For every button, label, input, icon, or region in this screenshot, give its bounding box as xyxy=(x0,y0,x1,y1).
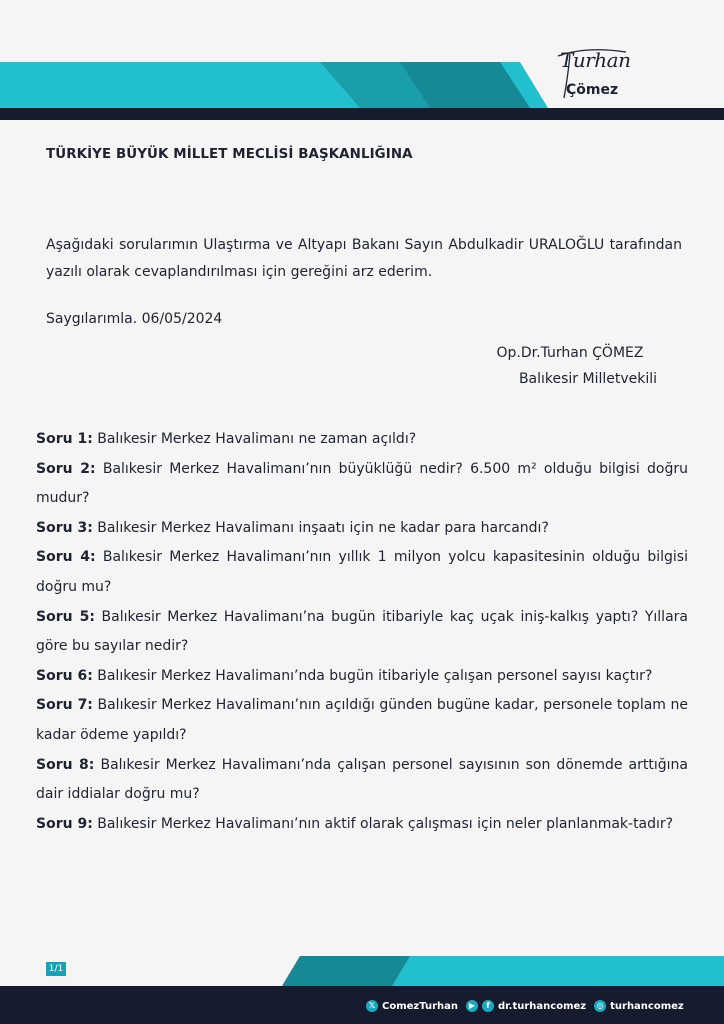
facebook-icon[interactable]: f xyxy=(482,1000,494,1012)
question-text: Balıkesir Merkez Havalimanı inşaatı için ne kadar para harcandı? xyxy=(92,519,549,536)
greeting-date: Saygılarımla. 06/05/2024 xyxy=(46,311,223,327)
question-text: Balıkesir Merkez Havalimanı’nın açıldığı günden bugüne kadar, personele toplam ne kadar ödeme yapıldı? xyxy=(36,697,688,743)
question-text: Balıkesir Merkez Havalimanı’nın yıllık 1 milyon yolcu kapasitesinin olduğu bilgisi doğru mu? xyxy=(36,549,688,595)
question-label: Soru 6: xyxy=(36,667,93,684)
intro-paragraph: Aşağıdaki sorularımın Ulaştırma ve Altyapı Bakanı Sayın Abdulkadir URALOĞLU tarafından yazılı olarak cevaplandırılması için gereğini arz ederim. xyxy=(46,237,682,280)
signature-role: Balıkesir Milletvekili xyxy=(518,371,658,387)
question-item xyxy=(36,751,688,810)
footer-teal-shade xyxy=(282,956,410,986)
signature-block xyxy=(460,340,680,392)
logo xyxy=(556,46,646,104)
question-label: Soru 1: xyxy=(36,431,93,447)
question-text: Balıkesir Merkez Havalimanı ne zaman açıldı? xyxy=(92,431,417,447)
page-number: 1/1 xyxy=(46,962,66,976)
question-text: Balıkesir Merkez Havalimanı’na bugün itibariyle kaç uçak iniş-kalkış yaptı? Yıllara göre bu sayılar nedir? xyxy=(36,608,688,655)
question-label: Soru 3: xyxy=(36,519,93,536)
question-text: Balıkesir Merkez Havalimanı’nda çalışan personel sayısının son dönemde arttığına dair iddialar doğru mu? xyxy=(36,756,688,803)
question-label: Soru 4: xyxy=(36,549,96,566)
logo-name: Çömez xyxy=(566,82,619,98)
youtube-icon[interactable]: ▶ xyxy=(466,1000,478,1012)
question-item xyxy=(36,662,688,692)
question-text: Balıkesir Merkez Havalimanı’nın aktif olarak çalışması için neler planlanmak-tadır? xyxy=(92,815,674,832)
question-item xyxy=(36,455,688,514)
logo-script: Turhan xyxy=(560,48,631,72)
question-text: Balıkesir Merkez Havalimanı’nda bugün itibariyle çalışan personel sayısı kaçtır? xyxy=(92,667,653,684)
question-item xyxy=(36,425,688,455)
question-item xyxy=(36,810,688,840)
question-label: Soru 9: xyxy=(36,815,93,832)
question-item xyxy=(36,603,688,662)
question-item xyxy=(36,543,688,602)
questions-list xyxy=(36,425,688,839)
question-item xyxy=(36,514,688,544)
social-handle[interactable]: turhancomez xyxy=(610,1000,684,1012)
document-title: TÜRKİYE BÜYÜK MİLLET MECLİSİ BAŞKANLIĞINA xyxy=(46,147,413,162)
question-label: Soru 7: xyxy=(36,697,93,714)
question-item xyxy=(36,691,688,750)
instagram-icon[interactable]: ◎ xyxy=(594,1000,606,1012)
question-label: Soru 8: xyxy=(36,756,95,773)
social-links xyxy=(366,998,688,1014)
signature-name: Op.Dr.Turhan ÇÖMEZ xyxy=(496,345,644,361)
header-navy-bar xyxy=(0,108,724,120)
question-label: Soru 2: xyxy=(36,460,96,477)
social-handle[interactable]: dr.turhancomez xyxy=(498,1000,587,1012)
question-label: Soru 5: xyxy=(36,608,95,625)
social-handle[interactable]: ComezTurhan xyxy=(382,1000,458,1012)
question-text: Balıkesir Merkez Havalimanı’nın büyüklüğü nedir? 6.500 m² olduğu bilgisi doğru mudur? xyxy=(36,460,688,507)
x-icon[interactable]: 𝕏 xyxy=(366,1000,378,1012)
